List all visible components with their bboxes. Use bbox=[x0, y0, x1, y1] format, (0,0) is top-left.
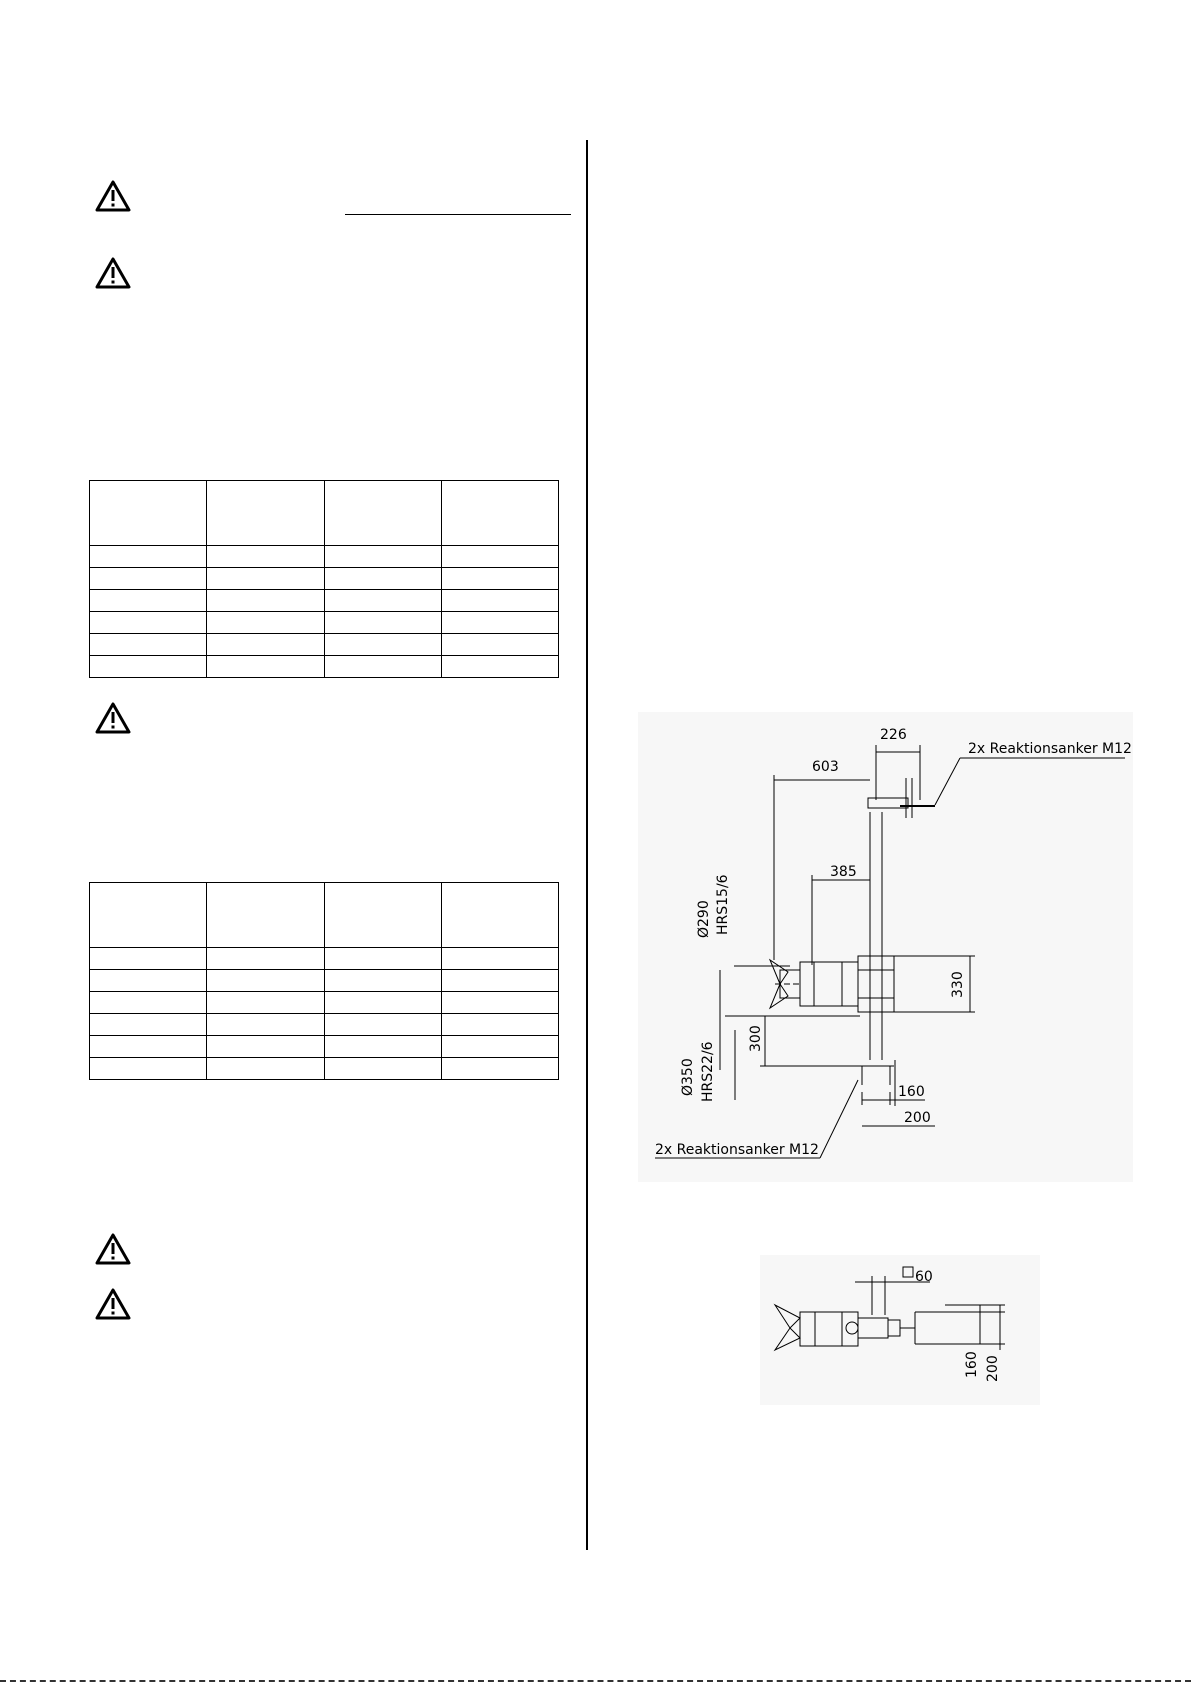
table-row bbox=[90, 612, 559, 634]
dim-200: 200 bbox=[904, 1110, 931, 1126]
page-cut-line bbox=[0, 1680, 1191, 1682]
label-d290: Ø290 bbox=[696, 900, 712, 938]
table-header-row bbox=[90, 481, 559, 546]
warning-triangle-icon bbox=[95, 1233, 131, 1265]
dim-603: 603 bbox=[812, 759, 839, 775]
data-table-1 bbox=[89, 480, 559, 678]
label-d350: Ø350 bbox=[680, 1058, 696, 1096]
label-hrs15-6: HRS15/6 bbox=[715, 874, 731, 935]
table-row bbox=[90, 656, 559, 678]
top-view-drawing bbox=[760, 1255, 1040, 1405]
side-view-drawing bbox=[638, 712, 1133, 1182]
table-row bbox=[90, 970, 559, 992]
dim-226: 226 bbox=[880, 727, 907, 743]
dim-385: 385 bbox=[830, 864, 857, 880]
dim-200-top: 200 bbox=[985, 1355, 1001, 1382]
anchor-label-top: 2x Reaktionsanker M12 bbox=[968, 741, 1132, 757]
table-row bbox=[90, 568, 559, 590]
data-table-2 bbox=[89, 882, 559, 1080]
warning-triangle-icon bbox=[95, 1288, 131, 1320]
table-row bbox=[90, 948, 559, 970]
warning-triangle-icon bbox=[95, 180, 131, 212]
table-row bbox=[90, 1036, 559, 1058]
dim-330: 330 bbox=[950, 971, 966, 998]
dim-160: 160 bbox=[898, 1084, 925, 1100]
table-row bbox=[90, 992, 559, 1014]
column-divider bbox=[586, 140, 588, 1550]
table-row bbox=[90, 1014, 559, 1036]
warning-triangle-icon bbox=[95, 257, 131, 289]
dim-300: 300 bbox=[748, 1025, 764, 1052]
anchor-label-bottom: 2x Reaktionsanker M12 bbox=[655, 1142, 819, 1158]
table-row bbox=[90, 546, 559, 568]
table-header-row bbox=[90, 883, 559, 948]
dim-square-60: 60 bbox=[915, 1269, 933, 1285]
underline-rule bbox=[345, 214, 571, 215]
warning-triangle-icon bbox=[95, 702, 131, 734]
table-row bbox=[90, 590, 559, 612]
label-hrs22-6: HRS22/6 bbox=[700, 1041, 716, 1102]
dim-160-top: 160 bbox=[964, 1351, 980, 1378]
table-row bbox=[90, 634, 559, 656]
table-row bbox=[90, 1058, 559, 1080]
